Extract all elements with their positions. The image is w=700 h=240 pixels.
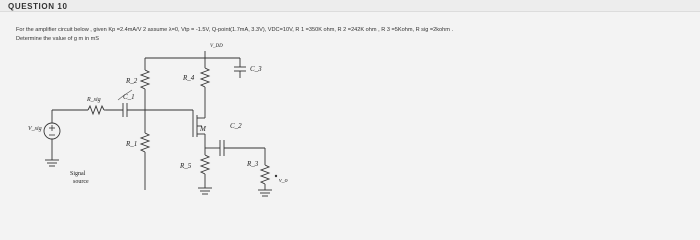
- question-title: QUESTION 10: [8, 2, 68, 11]
- transistor-label: M: [200, 125, 206, 133]
- c2-label: C_2: [230, 122, 242, 130]
- c3-label: C_3: [250, 65, 262, 73]
- c1-label: C_1: [123, 93, 135, 101]
- r1-label: R_1: [126, 140, 138, 148]
- rsig-label: R_sig: [87, 97, 101, 103]
- vdd-label: V_DD: [210, 44, 223, 49]
- r2-label: R_2: [126, 77, 138, 85]
- r5-label: R_5: [180, 162, 192, 170]
- vo-label: v_o: [279, 178, 288, 184]
- question-prompt: Determine the value of g m in mS: [16, 36, 100, 42]
- vsig-label: V_sig: [28, 126, 42, 132]
- r4-label: R_4: [183, 74, 195, 82]
- signal-source-label-line2: source: [73, 179, 89, 185]
- signal-source-label-line1: Signal: [70, 171, 86, 177]
- r3-label: R_3: [247, 160, 259, 168]
- question-text: For the amplifier circuit below , given Kp =2.4mA/V 2 assume λ=0, Vtp = -1.5V, Q-point(1.7mA, 3.3V), VDC=10V, R 1 =350K ohm, R 2 =242K ohm , R 3 =5Kohm, R sig =2kohm .: [16, 27, 454, 33]
